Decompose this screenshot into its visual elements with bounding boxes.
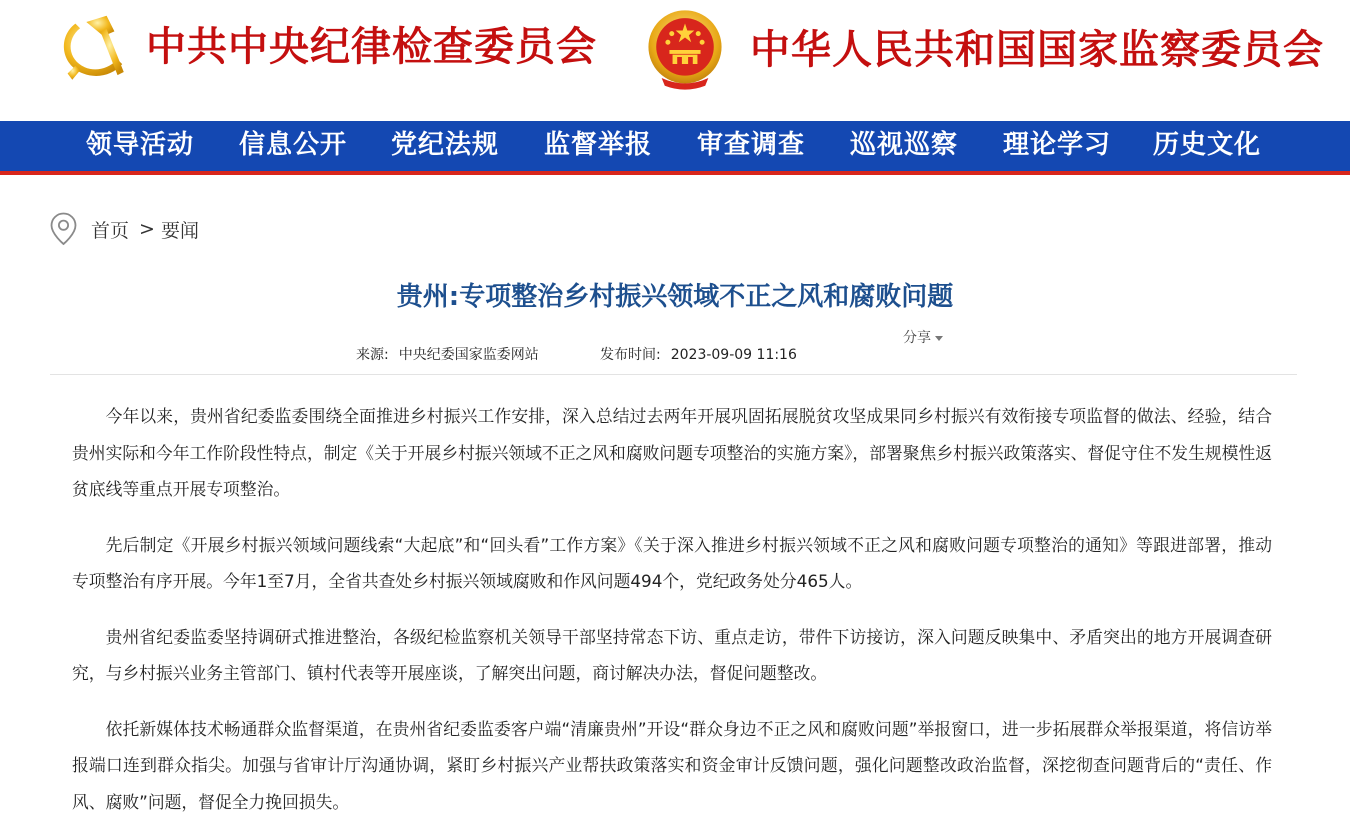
meta-divider [50, 374, 1297, 375]
article-source [356, 344, 539, 364]
breadcrumb-home[interactable]: 首页 [91, 219, 130, 242]
article-publish-time [600, 344, 797, 364]
nav-item-history[interactable]: 历史文化 [1153, 130, 1262, 160]
time-label: 发布时间: [600, 347, 661, 363]
article-title: 贵州:专项整治乡村振兴领域不正之风和腐败问题 [396, 282, 954, 312]
article-paragraph: 贵州省纪委监委坚持调研式推进整治，各级纪检监察机关领导干部坚持常态下访、重点走访，带件下访接访，深入问题反映集中、矛盾突出的地方开展调查研究，与乡村振兴业务主管部门、镇村代表等开展座谈，了解突出问题，商讨解决办法，督促问题整改。 [72, 626, 1272, 683]
breadcrumb-current[interactable]: 要闻 [160, 219, 199, 242]
nav-item-theory[interactable]: 理论学习 [1003, 130, 1112, 160]
breadcrumb [50, 211, 199, 247]
nav-item-leadership[interactable]: 领导活动 [86, 130, 195, 160]
source-label: 来源: [356, 347, 389, 363]
party-emblem-icon [52, 8, 130, 86]
article-paragraph: 先后制定《开展乡村振兴领域问题线索“大起底”和“回头看”工作方案》《关于深入推进乡村振兴领域不正之风和腐败问题专项整治的通知》等跟进部署，推动专项整治有序开展。今年1至7月，全省共查处乡村振兴领域腐败和作风问题494个，党纪政务处分465人。 [72, 534, 1272, 591]
time-value: 2023-09-09 11:16 [670, 347, 797, 363]
caret-down-icon [935, 336, 943, 341]
share-button[interactable] [903, 327, 943, 347]
nsc-title: 中华人民共和国国家监察委员会 [750, 26, 1324, 73]
national-emblem-icon [646, 8, 724, 92]
article-paragraph: 今年以来，贵州省纪委监委围绕全面推进乡村振兴工作安排，深入总结过去两年开展巩固拓展脱贫攻坚成果同乡村振兴有效衔接专项监督的做法、经验，结合贵州实际和今年工作阶段性特点，制定《关于开展乡村振兴领域不正之风和腐败问题专项整治的实施方案》，部署聚焦乡村振兴政策落实、督促守住不发生规模性返贫底线等重点开展专项整治。 [72, 406, 1272, 499]
nav-accent-line [0, 171, 1350, 175]
nsc-brand[interactable] [646, 8, 1324, 92]
main-nav [0, 121, 1350, 171]
article-paragraph: 依托新媒体技术畅通群众监督渠道，在贵州省纪委监委客户端“清廉贵州”开设“群众身边不正之风和腐败问题”举报窗口，进一步拓展群众举报渠道，将信访举报端口连到群众指尖。加强与省审计厅沟通协调，紧盯乡村振兴产业帮扶政策落实和资金审计反馈问题，强化问题整改政治监督，深挖彻查问题背后的“责任、作风、腐败”问题，督促全力挽回损失。 [72, 718, 1272, 812]
nav-item-inspection[interactable]: 巡视巡察 [850, 130, 959, 160]
share-label: 分享 [903, 330, 931, 346]
article-body [72, 398, 1272, 839]
ccdi-title: 中共中央纪律检查委员会 [146, 23, 597, 70]
source-value: 中央纪委国家监委网站 [398, 347, 539, 363]
nav-item-investigation[interactable]: 审查调查 [697, 130, 806, 160]
ccdi-brand[interactable] [52, 8, 597, 86]
location-pin-icon [50, 212, 77, 246]
site-header [0, 0, 1350, 121]
breadcrumb-separator: > [139, 218, 155, 240]
nav-item-disclosure[interactable]: 信息公开 [239, 130, 348, 160]
nav-item-report[interactable]: 监督举报 [544, 130, 653, 160]
nav-item-regulations[interactable]: 党纪法规 [391, 130, 500, 160]
